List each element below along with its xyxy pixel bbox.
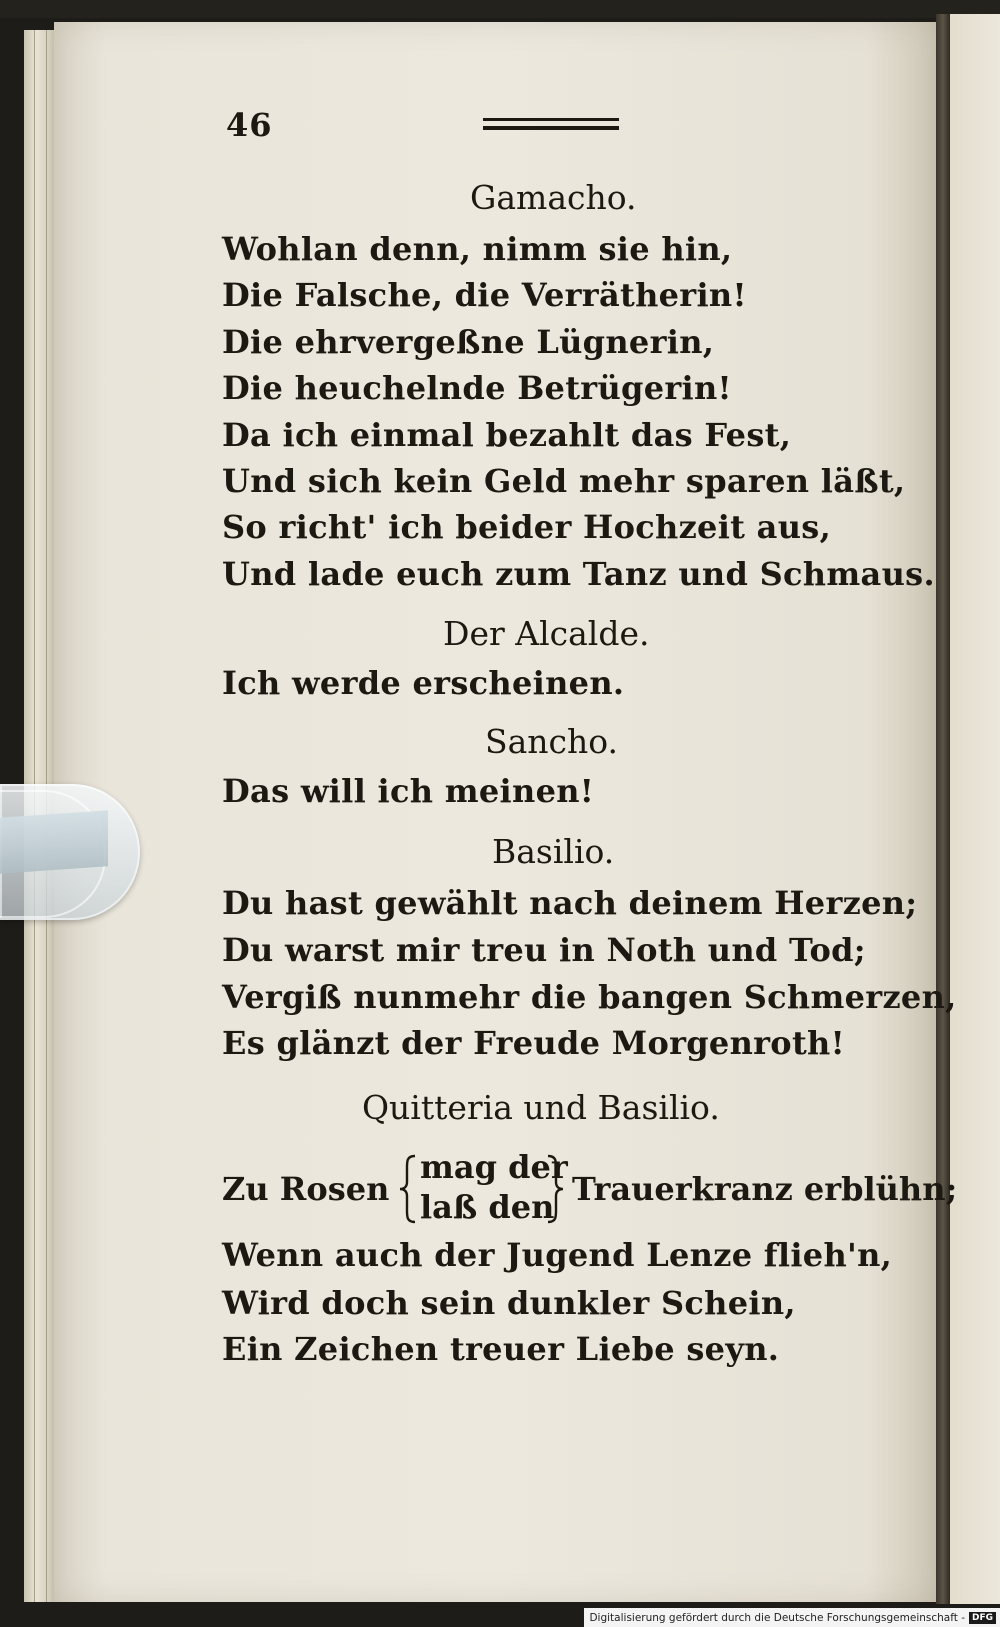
speaker-basilio: Basilio. (492, 832, 615, 871)
speaker-quitteria-basilio: Quitteria und Basilio. (362, 1088, 720, 1127)
verse-line: So richt' ich beider Hochzeit aus, (222, 508, 832, 546)
brace-line-suffix: Trauerkranz erblühn; (572, 1170, 958, 1208)
brace-alternative-1: mag der (420, 1148, 568, 1186)
page-number: 46 (226, 106, 273, 144)
speaker-alcalde: Der Alcalde. (443, 614, 650, 653)
brace-alternative-2: laß den (420, 1188, 555, 1226)
verse-line: Vergiß nunmehr die bangen Schmerzen, (222, 978, 957, 1016)
speaker-gamacho: Gamacho. (470, 178, 637, 217)
header-rule-ornament (483, 118, 619, 136)
digitization-footer (584, 1608, 1000, 1627)
verse-line: Und lade euch zum Tanz und Schmaus. (222, 555, 935, 593)
facing-page-fragment (950, 14, 1000, 1604)
page-clip (0, 784, 140, 920)
verse-line: Wohlan denn, nimm sie hin, (222, 230, 733, 268)
verse-line: Du hast gewählt nach deinem Herzen; (222, 884, 918, 922)
verse-line: Da ich einmal bezahlt das Fest, (222, 416, 792, 454)
verse-line: Das will ich meinen! (222, 772, 595, 810)
brace-line-prefix: Zu Rosen (222, 1170, 390, 1208)
verse-line: Wenn auch der Jugend Lenze flieh'n, (222, 1236, 893, 1274)
footer-text: Digitalisierung gefördert durch die Deutsche Forschungsgemeinschaft - (589, 1611, 965, 1624)
verse-line: Ich werde erscheinen. (222, 664, 625, 702)
verse-line: Du warst mir treu in Noth und Tod; (222, 931, 866, 969)
right-brace-icon (544, 1154, 566, 1224)
speaker-sancho: Sancho. (485, 722, 619, 761)
brace-verse-line (222, 1148, 958, 1232)
verse-line: Die Falsche, die Verrätherin! (222, 276, 747, 314)
book-gutter (936, 14, 950, 1604)
left-brace-icon (397, 1154, 419, 1224)
verse-line: Die ehrvergeßne Lügnerin, (222, 323, 715, 361)
verse-line: Die heuchelnde Betrügerin! (222, 369, 732, 407)
verse-line: Es glänzt der Freude Morgenroth! (222, 1024, 845, 1062)
scan-background (0, 0, 1000, 18)
verse-line: Und sich kein Geld mehr sparen läßt, (222, 462, 906, 500)
verse-line: Ein Zeichen treuer Liebe seyn. (222, 1330, 780, 1368)
dfg-logo: DFG (969, 1612, 996, 1624)
verse-line: Wird doch sein dunkler Schein, (222, 1284, 796, 1322)
